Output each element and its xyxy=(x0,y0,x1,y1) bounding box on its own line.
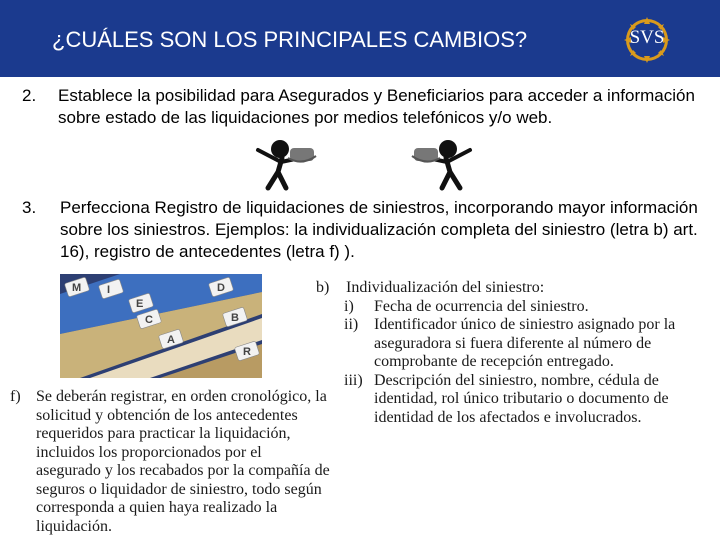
item-text: Establece la posibilidad para Asegurados y Beneficiarios para acceder a información sobre estado de las liquidaciones por medios telefónicos y/o web. xyxy=(58,86,695,127)
legal-heading-row xyxy=(316,279,716,298)
title-bar xyxy=(0,0,720,77)
legal-subitem-text: Descripción del siniestro, nombre, cédula de identidad, rol único tributario o documento de identidad de los afectados e involucrados. xyxy=(374,371,669,426)
legal-subitem-label: iii) xyxy=(344,371,363,389)
phone-figure-right-icon xyxy=(408,138,500,192)
page-title: ¿CUÁLES SON LOS PRINCIPALES CAMBIOS? xyxy=(52,27,528,52)
folder-tab-letter: R xyxy=(243,346,251,358)
folder-tab-letter: C xyxy=(145,314,153,326)
legal-text: Se deberán registrar, en orden cronológico, la solicitud y obtención de los antecedentes requeridos para practicar la liquidación, incluidos los proporcionados por el asegurado y los recabados por la compañía de seguros o liquidador de siniestro, todo según corresponda a quien haya realizado la liquidación. xyxy=(36,388,330,535)
logo-text: SVS xyxy=(629,27,665,48)
legal-subitem xyxy=(316,316,716,372)
folder-tab-letter: A xyxy=(167,334,175,346)
legal-subitem xyxy=(316,298,716,317)
folder-tab-letter: I xyxy=(107,284,111,296)
legal-subitem xyxy=(316,372,716,428)
svs-logo xyxy=(621,17,673,63)
legal-heading: Individualización del siniestro: xyxy=(346,279,545,296)
legal-subitem-label: i) xyxy=(344,297,354,315)
legal-excerpt-b xyxy=(316,279,716,427)
legal-subitem-label: ii) xyxy=(344,316,359,333)
legal-label: f) xyxy=(10,388,21,405)
folder-tab-letter: M xyxy=(72,282,82,294)
legal-subitem-text: Fecha de ocurrencia del siniestro. xyxy=(374,297,589,315)
item-text: Perfecciona Registro de liquidaciones de siniestros, incorporando mayor información sobre los siniestros. Ejemplos: la individualización completa del siniestro (letra b) art. 16), registro de antecedentes (letra f) ). xyxy=(60,198,698,261)
legal-subitem-text: Identificador único de siniestro asignado por la aseguradora si fuera diferente al número de comprobante de recepción entregado. xyxy=(374,316,676,370)
folder-tab-letter: E xyxy=(136,298,144,310)
item-number: 2. xyxy=(22,86,37,105)
folder-tab-letter: D xyxy=(217,282,225,294)
item-number: 3. xyxy=(22,198,37,217)
folder-tab-letter: B xyxy=(231,312,239,324)
file-folders-photo xyxy=(60,274,262,378)
phone-figure-left-icon xyxy=(228,138,320,192)
legal-excerpt-f xyxy=(10,388,330,536)
legal-label: b) xyxy=(316,279,330,296)
